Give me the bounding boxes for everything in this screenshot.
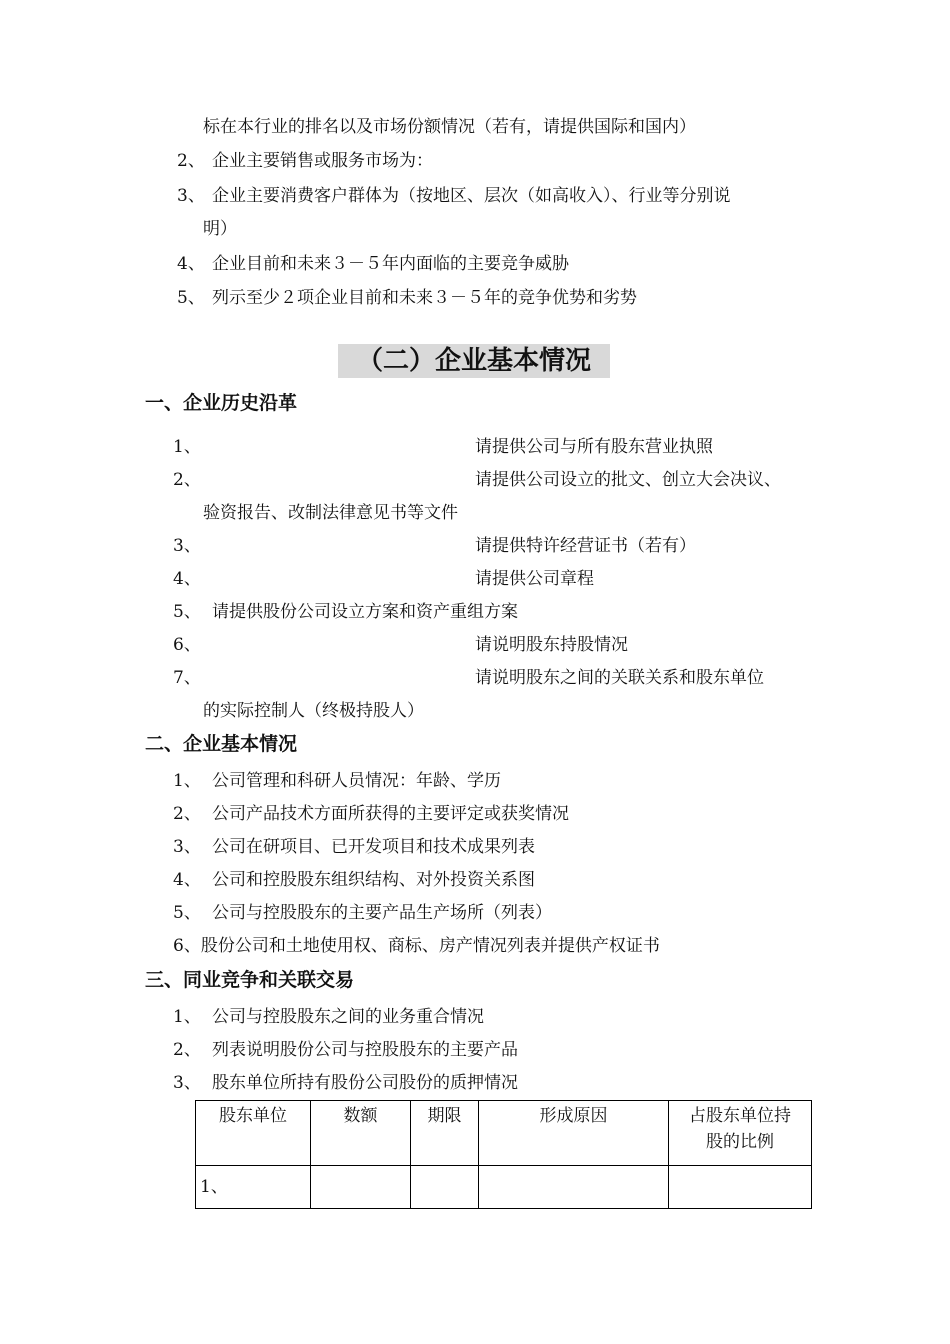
header-cell: 数额 — [311, 1101, 411, 1166]
basic-info-item — [173, 836, 535, 858]
table-header-row — [196, 1101, 812, 1166]
history-item-text: 请说明股东之间的关联关系和股东单位 — [475, 668, 764, 688]
item-number: 2、 — [173, 1040, 201, 1060]
history-item-text: 请提供公司设立的批文、创立大会决议、 — [475, 470, 781, 490]
header-cell: 形成原因 — [479, 1101, 669, 1166]
table-cell — [479, 1166, 669, 1209]
chapter-title: （二）企业基本情况 — [338, 344, 610, 378]
history-item-number: 4、 — [173, 569, 201, 589]
intro-item-3-continuation: 明） — [203, 219, 237, 239]
section-heading-basic-info: 二、企业基本情况 — [145, 733, 298, 755]
history-item-continuation: 的实际控制人（终极持股人） — [203, 701, 424, 721]
basic-info-item — [173, 935, 660, 957]
section-heading-competition: 三、同业竞争和关联交易 — [145, 969, 355, 991]
header-cell-line: 占股东单位持 — [689, 1106, 791, 1126]
history-item-text: 请提供股份公司设立方案和资产重组方案 — [212, 602, 518, 622]
item-text: 公司管理和科研人员情况：年龄、学历 — [212, 771, 501, 791]
item-number: 1、 — [173, 771, 201, 791]
history-item-text: 请说明股东持股情况 — [475, 635, 628, 655]
header-cell-line: 股的比例 — [706, 1132, 774, 1152]
item-number: 5、 — [177, 288, 205, 308]
item-text: 公司产品技术方面所获得的主要评定或获奖情况 — [212, 804, 569, 824]
header-cell — [669, 1101, 812, 1166]
basic-info-item — [173, 803, 569, 825]
pledge-table — [195, 1100, 812, 1209]
basic-info-item — [173, 869, 535, 891]
header-cell: 股东单位 — [196, 1101, 311, 1166]
history-item-text: 请提供公司章程 — [475, 569, 594, 589]
history-item-continuation: 验资报告、改制法律意见书等文件 — [203, 503, 458, 523]
item-number: 2、 — [173, 804, 201, 824]
competition-item — [173, 1006, 484, 1028]
intro-item-3 — [177, 185, 731, 207]
intro-item-5 — [177, 287, 637, 309]
basic-info-item — [173, 770, 501, 792]
table-cell: 1、 — [196, 1166, 311, 1209]
header-cell: 期限 — [411, 1101, 479, 1166]
history-item-number: 5、 — [173, 602, 201, 622]
history-item-text: 请提供公司与所有股东营业执照 — [475, 437, 713, 457]
table-cell — [311, 1166, 411, 1209]
item-number: 3、 — [173, 837, 201, 857]
history-item-number: 2、 — [173, 470, 201, 490]
item-text: 企业目前和未来３－５年内面临的主要竞争威胁 — [212, 254, 569, 274]
competition-item — [173, 1072, 518, 1094]
item-number: 4、 — [177, 254, 205, 274]
item-number: 3、 — [177, 186, 205, 206]
history-item-text: 请提供特许经营证书（若有） — [475, 536, 696, 556]
intro-continuation-line: 标在本行业的排名以及市场份额情况（若有，请提供国际和国内） — [203, 117, 696, 137]
item-text: 公司和控股股东组织结构、对外投资关系图 — [212, 870, 535, 890]
competition-item — [173, 1039, 518, 1061]
item-number: 1、 — [173, 1007, 201, 1027]
item-number: 3、 — [173, 1073, 201, 1093]
history-item-number: 3、 — [173, 536, 201, 556]
item-text: 股份公司和土地使用权、商标、房产情况列表并提供产权证书 — [200, 936, 660, 956]
history-item-number: 1、 — [173, 437, 201, 457]
history-item-number: 6、 — [173, 635, 201, 655]
item-number: 4、 — [173, 870, 201, 890]
item-number: 6、 — [173, 936, 201, 956]
history-item-number: 7、 — [173, 668, 201, 688]
item-text: 列表说明股份公司与控股股东的主要产品 — [212, 1040, 518, 1060]
item-text: 公司在研项目、已开发项目和技术成果列表 — [212, 837, 535, 857]
intro-item-2 — [177, 150, 433, 172]
item-text: 列示至少２项企业目前和未来３－５年的竞争优势和劣势 — [212, 288, 637, 308]
item-text: 公司与控股股东的主要产品生产场所（列表） — [212, 903, 552, 923]
basic-info-item — [173, 902, 552, 924]
table-cell — [669, 1166, 812, 1209]
item-text: 股东单位所持有股份公司股份的质押情况 — [212, 1073, 518, 1093]
table-row — [196, 1166, 812, 1209]
section-heading-history: 一、企业历史沿革 — [145, 392, 298, 414]
intro-item-4 — [177, 253, 569, 275]
table-cell — [411, 1166, 479, 1209]
item-text: 企业主要消费客户群体为（按地区、层次（如高收入）、行业等分别说 — [212, 186, 731, 206]
item-text: 企业主要销售或服务市场为： — [212, 151, 433, 171]
item-text: 公司与控股股东之间的业务重合情况 — [212, 1007, 484, 1027]
item-number: 2、 — [177, 151, 205, 171]
item-number: 5、 — [173, 903, 201, 923]
